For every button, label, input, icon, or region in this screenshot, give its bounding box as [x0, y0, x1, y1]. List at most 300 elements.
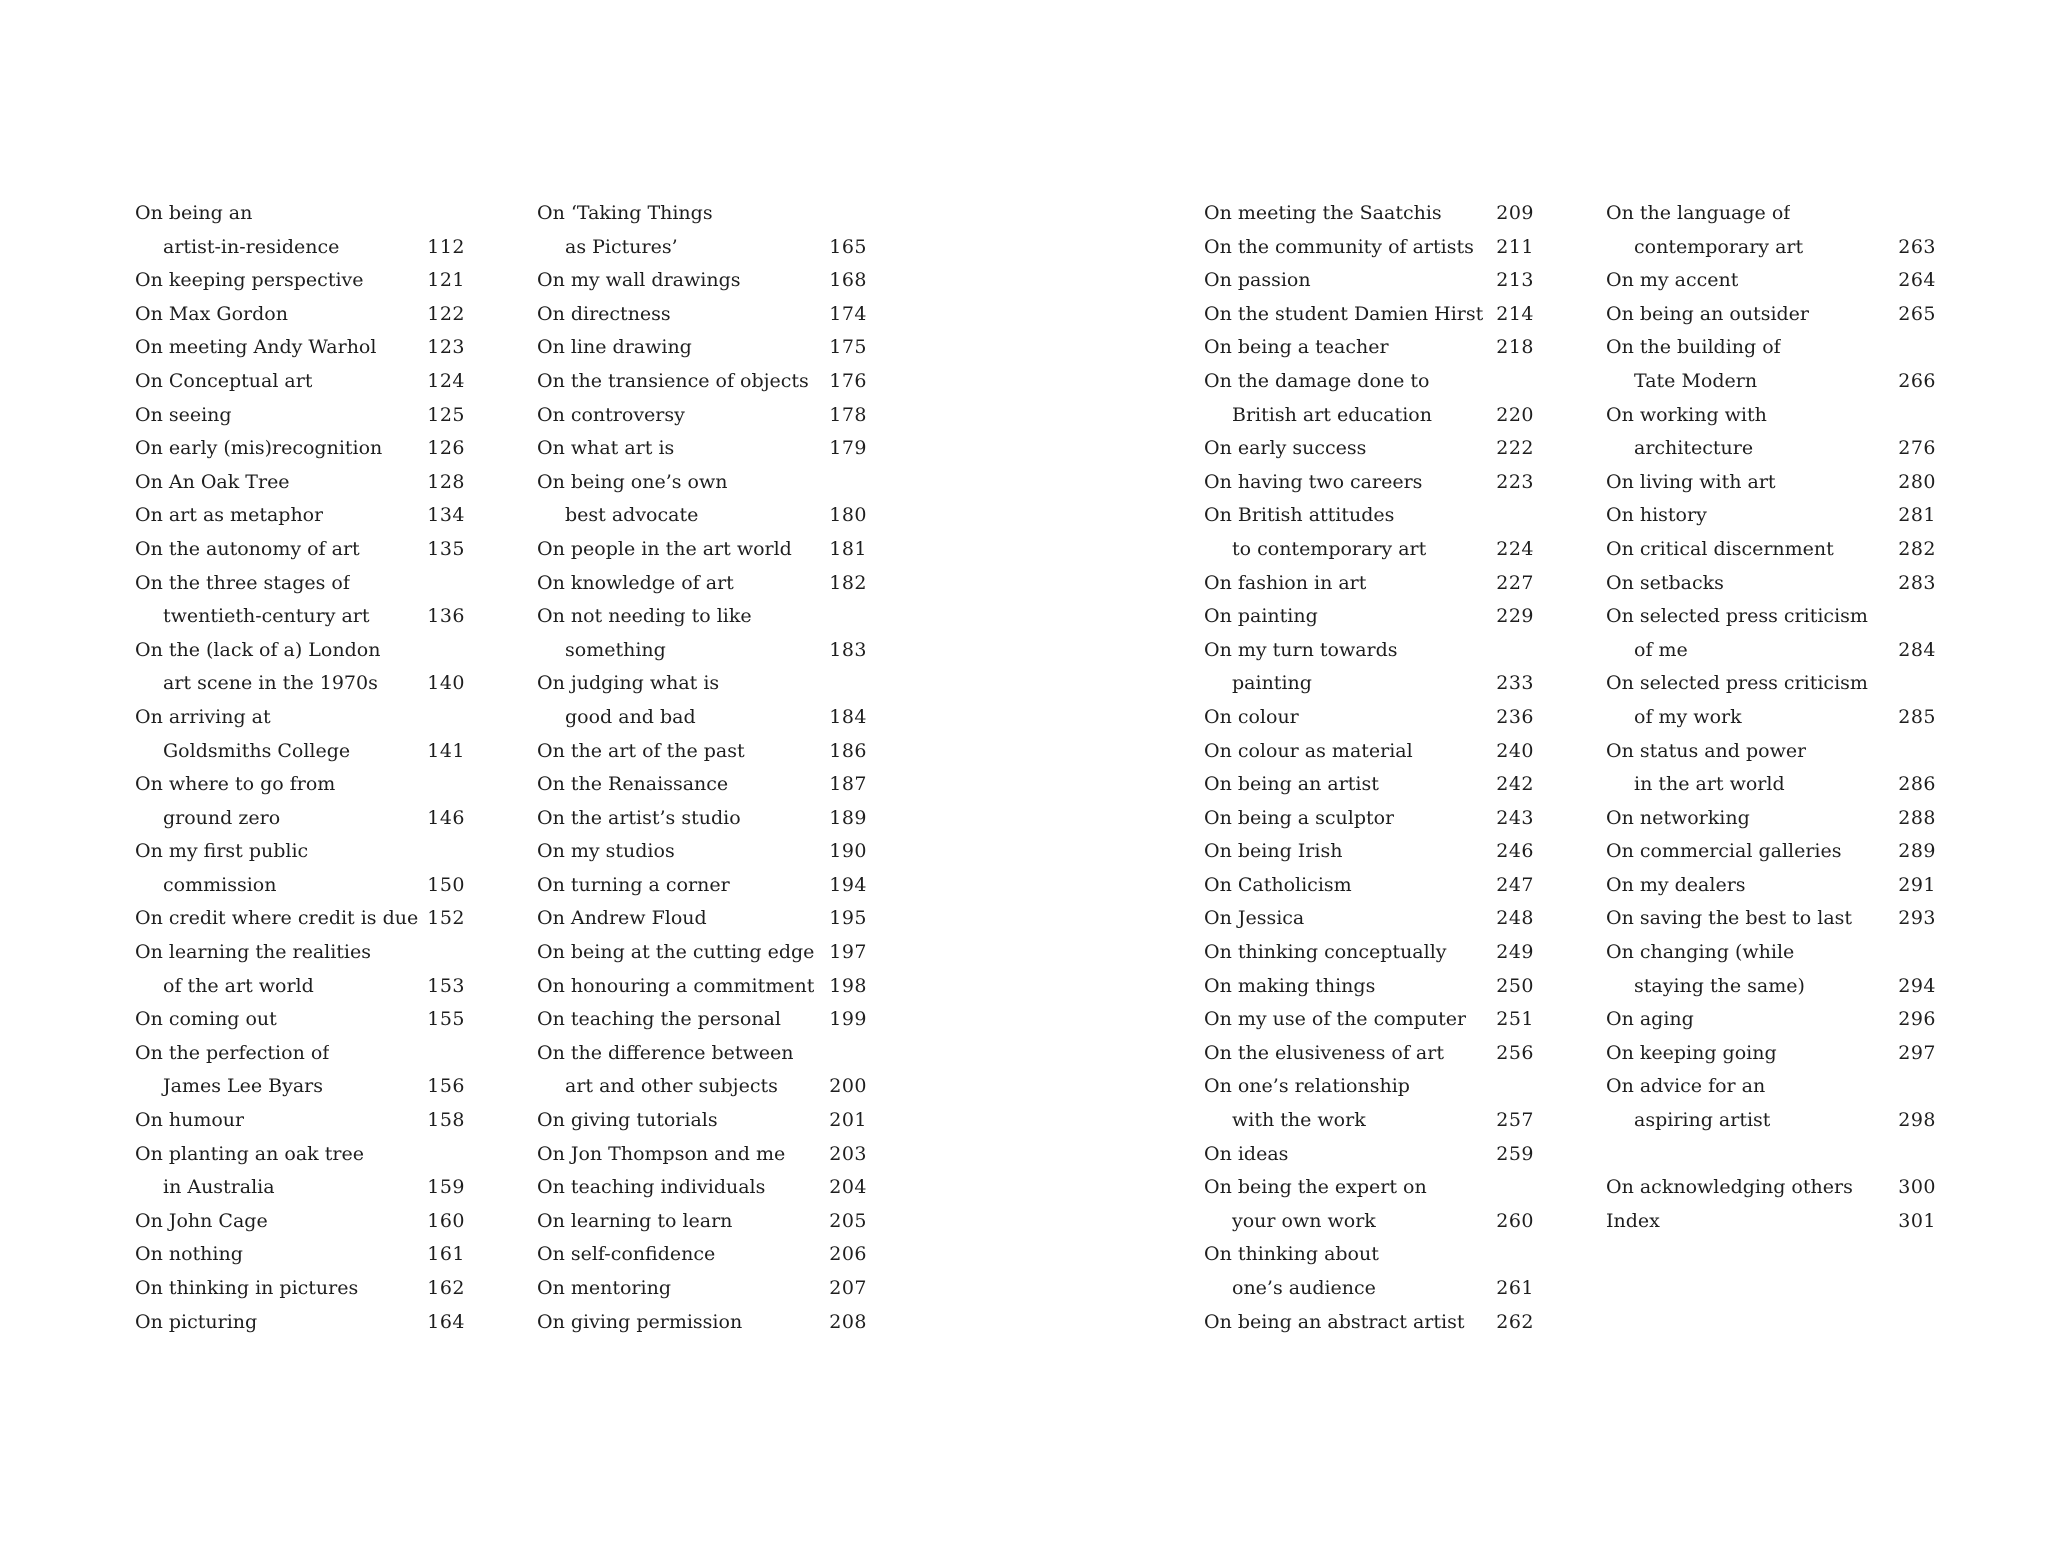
toc-spacer [1606, 1138, 1936, 1172]
toc-entry-title: On coming out [135, 1008, 277, 1031]
toc-entry-title: On line drawing [537, 336, 692, 359]
toc-line [537, 1003, 867, 1037]
toc-line [1606, 533, 1936, 567]
toc-line [537, 1104, 867, 1138]
toc-line [1606, 936, 1936, 970]
toc-line [135, 1104, 465, 1138]
toc-entry [135, 1272, 465, 1306]
toc-line [537, 331, 867, 365]
toc-entry [537, 835, 867, 869]
toc-entry [1204, 634, 1534, 701]
toc-entry-title: your own work [1232, 1209, 1376, 1232]
toc-entry-title: artist-in-residence [163, 235, 340, 258]
toc-entry [537, 869, 867, 903]
toc-entry-title: On passion [1204, 269, 1311, 292]
toc-entry [1606, 667, 1936, 734]
toc-line [537, 1037, 867, 1071]
toc-entry [537, 432, 867, 466]
toc-entry-title: On not needing to like [537, 605, 752, 628]
toc-line [135, 902, 465, 936]
toc-entry [1204, 499, 1534, 566]
toc-page-number: 291 [1898, 873, 1936, 896]
toc-entry [1204, 1037, 1534, 1071]
toc-entry-title: of me [1634, 638, 1688, 661]
toc-line [1606, 466, 1936, 500]
toc-page-number: 156 [427, 1075, 465, 1098]
toc-line [135, 331, 465, 365]
toc-entry-title: On being an [135, 202, 253, 224]
toc-entry-title: On painting [1204, 605, 1318, 628]
toc-entry-title: painting [1232, 672, 1312, 695]
toc-page-number: 240 [1496, 739, 1534, 762]
toc-line [537, 533, 867, 567]
toc-line [1204, 600, 1534, 634]
toc-entry [537, 600, 867, 667]
toc-page-number: 178 [829, 403, 867, 426]
toc-line [537, 1070, 867, 1104]
toc-line [537, 735, 867, 769]
toc-page-number: 121 [427, 269, 465, 292]
toc-page-number: 289 [1898, 840, 1936, 863]
toc-entry [1204, 768, 1534, 802]
toc-entry [1204, 1238, 1534, 1305]
toc-entry [1606, 331, 1936, 398]
toc-page-number: 209 [1496, 202, 1534, 224]
toc-entry-title: On having two careers [1204, 470, 1423, 493]
toc-entry [1204, 1138, 1534, 1172]
toc-line [1204, 768, 1534, 802]
toc-page-number: 162 [427, 1277, 465, 1299]
toc-page-number: 136 [427, 605, 465, 628]
toc-entry-title: On living with art [1606, 470, 1776, 493]
toc-entry-title: On acknowledging others [1606, 1176, 1853, 1199]
toc-entry [1606, 533, 1936, 567]
toc-line [537, 264, 867, 298]
toc-entry-title: On the Renaissance [537, 773, 729, 796]
toc-entry [1606, 936, 1936, 1003]
toc-line [537, 1205, 867, 1239]
toc-page-number: 257 [1496, 1109, 1534, 1132]
toc-page-number: 224 [1496, 537, 1534, 560]
toc-entry-title: On being the expert on [1204, 1176, 1427, 1199]
toc-entry-title: good and bad [565, 705, 696, 728]
toc-page-number: 204 [829, 1176, 867, 1199]
toc-page-number: 135 [427, 537, 465, 560]
toc-entry [135, 768, 465, 835]
toc-entry [537, 1003, 867, 1037]
toc-entry-title: On being an outsider [1606, 302, 1810, 325]
toc-entry [1606, 735, 1936, 802]
toc-entry-title: On colour as material [1204, 739, 1413, 762]
toc-entry-title: On setbacks [1606, 571, 1724, 594]
toc-entry-title: On being at the cutting edge [537, 941, 815, 964]
toc-entry-title: On nothing [135, 1243, 243, 1266]
toc-page-number: 199 [829, 1008, 867, 1031]
toc-line [1204, 499, 1534, 533]
toc-page-number: 200 [829, 1075, 867, 1098]
toc-entry [537, 768, 867, 802]
toc-line [537, 701, 867, 735]
toc-entry [1606, 902, 1936, 936]
toc-line [537, 365, 867, 399]
toc-line [1204, 331, 1534, 365]
toc-line [537, 600, 867, 634]
toc-entry-title: On thinking conceptually [1204, 941, 1447, 964]
toc-line [1606, 1037, 1936, 1071]
toc-entry [537, 735, 867, 769]
toc-page-number: 227 [1496, 571, 1534, 594]
toc-entry-title: twentieth-century art [163, 605, 370, 628]
toc-line [1204, 1272, 1534, 1306]
toc-entry [135, 197, 465, 264]
toc-page-number: 146 [427, 806, 465, 829]
toc-page-number: 184 [829, 705, 867, 728]
toc-entry-title: On Andrew Floud [537, 907, 707, 930]
toc-entry [537, 264, 867, 298]
toc-entry-title: On directness [537, 302, 671, 325]
toc-page-number: 164 [427, 1310, 465, 1333]
toc-entry-title: ground zero [163, 806, 281, 829]
toc-page-number: 165 [829, 235, 867, 258]
toc-entry-title: as Pictures’ [565, 235, 678, 258]
toc-entry-title: On keeping going [1606, 1041, 1777, 1064]
toc-entry-title: with the work [1232, 1109, 1366, 1132]
toc-page-number: 141 [427, 739, 465, 762]
toc-line [1204, 970, 1534, 1004]
toc-line [1606, 1070, 1936, 1104]
toc-entry-title: On seeing [135, 403, 232, 426]
toc-page-number: 223 [1496, 470, 1534, 493]
toc-line [537, 1171, 867, 1205]
toc-line [135, 1138, 465, 1172]
toc-page-number: 122 [427, 302, 465, 325]
toc-page-number: 236 [1496, 705, 1534, 728]
toc-line [1204, 835, 1534, 869]
toc-entry [537, 802, 867, 836]
toc-page-number: 197 [829, 941, 867, 964]
toc-entry-title: On my dealers [1606, 873, 1746, 896]
toc-line [1606, 802, 1936, 836]
toc-page-number: 282 [1898, 537, 1936, 560]
toc-page-number: 249 [1496, 941, 1534, 964]
toc-entry-title: On arriving at [135, 705, 271, 728]
toc-line [537, 634, 867, 668]
toc-line [1204, 735, 1534, 769]
toc-entry [1204, 902, 1534, 936]
toc-entry [135, 1104, 465, 1138]
toc-entry [135, 567, 465, 634]
toc-line [1204, 634, 1534, 668]
toc-line [1204, 365, 1534, 399]
toc-entry-title: On turning a corner [537, 873, 730, 896]
toc-line [537, 869, 867, 903]
toc-entry [537, 1171, 867, 1205]
toc-entry-title: staying the same) [1634, 974, 1805, 997]
toc-entry-title: On the student Damien Hirst [1204, 302, 1484, 325]
toc-entry [537, 567, 867, 601]
toc-entry-title: of my work [1634, 705, 1742, 728]
toc-entry [135, 1238, 465, 1272]
toc-entry [537, 365, 867, 399]
toc-page-number: 155 [427, 1008, 465, 1031]
toc-entry [135, 399, 465, 433]
toc-entry-title: On planting an oak tree [135, 1142, 364, 1165]
toc-line [135, 197, 465, 231]
toc-page-number: 294 [1898, 974, 1936, 997]
toc-line [537, 432, 867, 466]
toc-entry-title: of the art world [163, 974, 314, 997]
toc-entry [537, 1037, 867, 1104]
toc-line [135, 298, 465, 332]
toc-entry-title: On being an abstract artist [1204, 1310, 1465, 1333]
toc-entry-title: On ideas [1204, 1142, 1289, 1165]
toc-entry-title: On being an artist [1204, 773, 1379, 796]
toc-page-number: 211 [1496, 235, 1534, 258]
toc-line [1204, 298, 1534, 332]
toc-page-number: 233 [1496, 672, 1534, 695]
toc-entry [537, 936, 867, 970]
toc-line [135, 231, 465, 265]
toc-page-number: 250 [1496, 974, 1534, 997]
toc-line [1606, 701, 1936, 735]
toc-page-number: 242 [1496, 773, 1534, 796]
toc-entry-title: On credit where credit is due [135, 907, 419, 930]
toc-entry-title: On Conceptual art [135, 369, 313, 392]
toc-entry-title: On learning to learn [537, 1209, 733, 1232]
toc-entry-title: On one’s relationship [1204, 1075, 1410, 1098]
toc-entry [135, 835, 465, 902]
toc-line [1204, 1238, 1534, 1272]
toc-entry [1606, 1070, 1936, 1137]
toc-entry [1606, 499, 1936, 533]
toc-entry-title: On the community of artists [1204, 235, 1474, 258]
toc-entry-title: On my first public [135, 840, 309, 863]
toc-page-number: 298 [1898, 1109, 1936, 1132]
toc-line [135, 701, 465, 735]
toc-entry-title: On being a sculptor [1204, 806, 1395, 829]
toc-entry-title: On my accent [1606, 269, 1739, 292]
toc-page-number: 213 [1496, 269, 1534, 292]
toc-line [135, 399, 465, 433]
toc-entry-title: On being a teacher [1204, 336, 1389, 359]
toc-entry [135, 331, 465, 365]
toc-entry [135, 1037, 465, 1104]
toc-line [1204, 197, 1534, 231]
toc-entry [1606, 835, 1936, 869]
toc-entry [1606, 399, 1936, 466]
toc-line [537, 298, 867, 332]
toc-entry-title: On the language of [1606, 202, 1791, 224]
toc-page-number: 293 [1898, 907, 1936, 930]
toc-entry [1606, 1171, 1936, 1205]
toc-page-number: 128 [427, 470, 465, 493]
toc-page-number: 161 [427, 1243, 465, 1266]
toc-line [1204, 533, 1534, 567]
toc-entry [1606, 869, 1936, 903]
toc-entry [135, 1205, 465, 1239]
toc-page-number: 296 [1898, 1008, 1936, 1031]
toc-entry [537, 1238, 867, 1272]
toc-entry [1204, 432, 1534, 466]
toc-line [1606, 1171, 1936, 1205]
toc-page-number: 222 [1496, 437, 1534, 460]
toc-line [537, 466, 867, 500]
toc-line [135, 634, 465, 668]
toc-page-number: 220 [1496, 403, 1534, 426]
toc-entry [1204, 298, 1534, 332]
toc-page-number: 159 [427, 1176, 465, 1199]
toc-line [1606, 264, 1936, 298]
toc-entry-title: On the building of [1606, 336, 1781, 359]
toc-entry-title: On saving the best to last [1606, 907, 1853, 930]
toc-page-number: 179 [829, 437, 867, 460]
toc-page-number: 214 [1496, 302, 1534, 325]
toc-entry-title: one’s audience [1232, 1277, 1376, 1299]
toc-line [135, 600, 465, 634]
toc-page-number: 134 [427, 504, 465, 527]
toc-line [537, 1306, 867, 1340]
toc-line [1204, 1070, 1534, 1104]
toc-page-number: 266 [1898, 369, 1936, 392]
toc-line [135, 264, 465, 298]
toc-line [1606, 331, 1936, 365]
toc-entry [537, 667, 867, 734]
toc-entry-title: On John Cage [135, 1209, 268, 1232]
toc-line [537, 936, 867, 970]
toc-entry-title: On changing (while [1606, 941, 1795, 964]
toc-entry [537, 970, 867, 1004]
toc-entry [537, 197, 867, 264]
toc-line [537, 835, 867, 869]
toc-entry [537, 1272, 867, 1306]
toc-entry-title: On teaching individuals [537, 1176, 766, 1199]
toc-page-number: 261 [1496, 1277, 1534, 1299]
toc-page-number: 229 [1496, 605, 1534, 628]
toc-entry-title: On humour [135, 1109, 245, 1132]
toc-entry-title: On the elusiveness of art [1204, 1041, 1444, 1064]
toc-page-number: 168 [829, 269, 867, 292]
toc-entry-title: On keeping perspective [135, 269, 364, 292]
toc-entry-title: On advice for an [1606, 1075, 1766, 1098]
toc-entry-title: On the perfection of [135, 1041, 330, 1064]
toc-line [537, 1138, 867, 1172]
toc-entry-title: On controversy [537, 403, 685, 426]
toc-page-number: 284 [1898, 638, 1936, 661]
toc-line [1606, 399, 1936, 433]
toc-entry [1204, 802, 1534, 836]
toc-entry-title: On the autonomy of art [135, 537, 360, 560]
toc-entry [1204, 466, 1534, 500]
toc-entry [537, 399, 867, 433]
toc-entry-title: On knowledge of art [537, 571, 734, 594]
toc-entry-title: On what art is [537, 437, 675, 460]
toc-page-number: 280 [1898, 470, 1936, 493]
toc-line [1606, 231, 1936, 265]
toc-entry-title: On working with [1606, 403, 1767, 426]
toc-line [1204, 701, 1534, 735]
toc-line [1204, 1138, 1534, 1172]
toc-entry [135, 1003, 465, 1037]
toc-page-number: 153 [427, 974, 465, 997]
toc-line [1606, 1104, 1936, 1138]
toc-page-number: 207 [829, 1277, 867, 1299]
toc-entry [1606, 197, 1936, 264]
toc-page-number: 198 [829, 974, 867, 997]
toc-entry [1204, 365, 1534, 432]
toc-entry [1204, 331, 1534, 365]
toc-entry [1204, 264, 1534, 298]
toc-entry [1204, 1171, 1534, 1238]
toc-page-number: 276 [1898, 437, 1936, 460]
toc-line [135, 1037, 465, 1071]
toc-entry [537, 1306, 867, 1340]
toc-entry [537, 466, 867, 533]
toc-entry [537, 902, 867, 936]
toc-entry [1606, 802, 1936, 836]
toc-page-number: 189 [829, 806, 867, 829]
toc-line [537, 197, 867, 231]
toc-page-number: 288 [1898, 806, 1936, 829]
toc-line [1606, 634, 1936, 668]
toc-entry-title: On status and power [1606, 739, 1807, 762]
toc-line [1606, 298, 1936, 332]
toc-line [537, 902, 867, 936]
toc-page-number: 260 [1496, 1209, 1534, 1232]
toc-page-number: 183 [829, 638, 867, 661]
toc-line [135, 936, 465, 970]
toc-entry [135, 365, 465, 399]
toc-line [1204, 399, 1534, 433]
toc-page-number: 195 [829, 907, 867, 930]
toc-line [135, 365, 465, 399]
toc-entry-title: On meeting the Saatchis [1204, 202, 1442, 224]
toc-line [135, 1003, 465, 1037]
toc-page-number: 176 [829, 369, 867, 392]
toc-entry [135, 1138, 465, 1205]
toc-entry-title: On colour [1204, 705, 1299, 728]
toc-entry-title: On learning the realities [135, 941, 372, 964]
toc-entry-title: On the three stages of [135, 571, 350, 594]
toc-line [537, 499, 867, 533]
toc-entry [135, 298, 465, 332]
toc-page-number: 152 [427, 907, 465, 930]
toc-page-number: 247 [1496, 873, 1534, 896]
toc-page-number: 297 [1898, 1041, 1936, 1064]
toc-line [1204, 466, 1534, 500]
toc-line [135, 499, 465, 533]
toc-entry [1606, 298, 1936, 332]
toc-line [1606, 1205, 1936, 1239]
toc-entry-title: On networking [1606, 806, 1750, 829]
toc-page-number: 300 [1898, 1176, 1936, 1199]
toc-entry-title: On my studios [537, 840, 675, 863]
toc-line [1204, 1003, 1534, 1037]
toc-entry [1204, 231, 1534, 265]
toc-page-number: 203 [829, 1142, 867, 1165]
toc-page-number: 160 [427, 1209, 465, 1232]
toc-entry [1606, 1003, 1936, 1037]
toc-page-number: 186 [829, 739, 867, 762]
toc-entry-title: On being Irish [1204, 840, 1343, 863]
toc-line [135, 1306, 465, 1340]
toc-entry-title: commission [163, 873, 277, 896]
toc-entry [537, 1205, 867, 1239]
toc-entry [135, 701, 465, 768]
toc-line [1606, 768, 1936, 802]
toc-entry-title: On selected press criticism [1606, 605, 1868, 628]
toc-entry-title: On art as metaphor [135, 504, 324, 527]
toc-page-number: 174 [829, 302, 867, 325]
